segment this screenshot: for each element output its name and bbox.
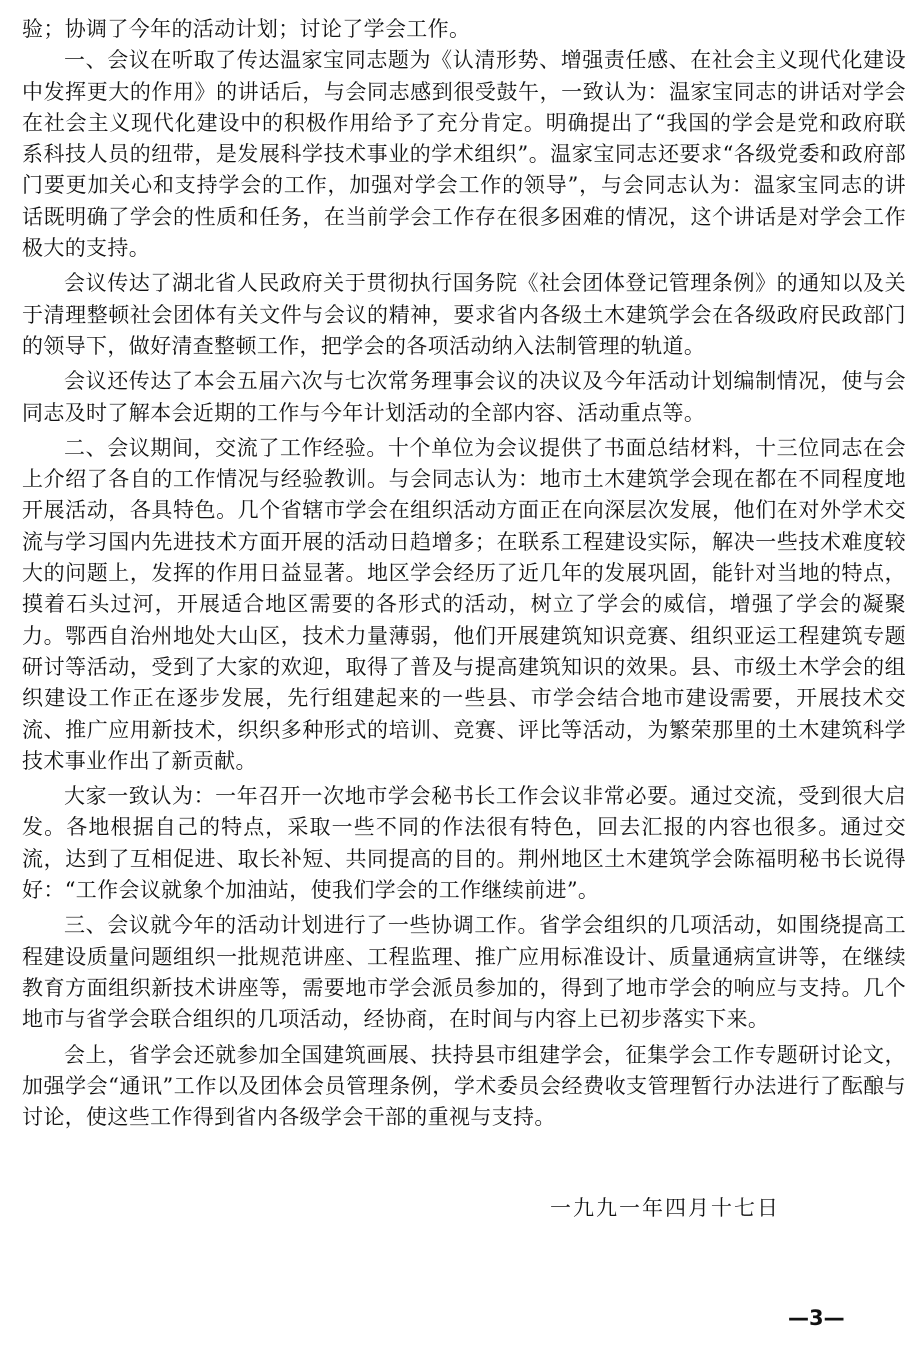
paragraph-regulation: 会议传达了湖北省人民政府关于贯彻执行国务院《社会团体登记管理条例》的通知以及关于清理整顿社会团体有关文件与会议的精神，要求省内各级土木建筑学会在各级政府民政部门的领导下，做好清查整顿工作，把学会的各项活动纳入法制管理的轨道。 [22, 271, 906, 358]
document-body [22, 14, 906, 1133]
document-date: 一九九一年四月十七日 [550, 1196, 780, 1220]
page-number: —3— [788, 1306, 845, 1330]
paragraph-section-two: 二、会议期间，交流了工作经验。十个单位为会议提供了书面总结材料，十三位同志在会上介绍了各自的工作情况与经验教训。与会同志认为：地市土木建筑学会现在都在不同程度地开展活动，各具特色。几个省辖市学会在组织活动方面正在向深层次发展，他们在对外学术交流与学习国内先进技术方面开展的活动日趋增多；在联系工程建设实际，解决一些技术难度较大的问题上，发挥的作用日益显著。地区学会经历了近几年的发展巩固，能针对当地的特点，摸着石头过河，开展适合地区需要的各形式的活动，树立了学会的威信，增强了学会的凝聚力。鄂西自治州地处大山区，技术力量薄弱，他们开展建筑知识竞赛、组织亚运工程建筑专题研讨等活动，受到了大家的欢迎，取得了普及与提高建筑知识的效果。县、市级土木学会的组织建设工作正在逐步发展，先行组建起来的一些县、市学会结合地市建设需要，开展技术交流、推广应用新技术，织织多种形式的培训、竞赛、评比等活动，为繁荣那里的土木建筑科学技术事业作出了新贡献。 [22, 435, 906, 773]
paragraph-closing: 会上，省学会还就参加全国建筑画展、扶持县市组建学会，征集学会工作专题研讨论文，加强学会“通讯”工作以及团体会员管理条例，学术委员会经费收支管理暂行办法进行了酝酿与讨论，使这些工作得到省内各级学会干部的重视与支持。 [22, 1042, 906, 1130]
paragraph-resolution: 会议还传达了本会五届六次与七次常务理事会议的决议及今年活动计划编制情况，使与会同志及时了解本会近期的工作与今年计划活动的全部内容、活动重点等。 [22, 369, 906, 425]
paragraph-section-three: 三、会议就今年的活动计划进行了一些协调工作。省学会组织的几项活动，如围绕提高工程建设质量问题组织一批规范讲座、工程监理、推广应用标准设计、质量通病宣讲等，在继续教育方面组织新技术讲座等，需要地市学会派员参加的，得到了地市学会的响应与支持。几个地市与省学会联合组织的几项活动，经协商，在时间与内容上已初步落实下来。 [22, 913, 906, 1032]
paragraph-section-one: 一、会议在听取了传达温家宝同志题为《认清形势、增强责任感、在社会主义现代化建设中发挥更大的作用》的讲话后，与会同志感到很受鼓午，一致认为：温家宝同志的讲话对学会在社会主义现代化建设中的积极作用给予了充分肯定。明确提出了“我国的学会是党和政府联系科技人员的纽带，是发展科学技术事业的学术组织”。温家宝同志还要求“各级党委和政府部门要更加关心和支持学会的工作，加强对学会工作的领导”，与会同志认为：温家宝同志的讲话既明确了学会的性质和任务，在当前学会工作存在很多困难的情况，这个讲话是对学会工作极大的支持。 [22, 48, 906, 261]
paragraph-consensus: 大家一致认为：一年召开一次地市学会秘书长工作会议非常必要。通过交流，受到很大启发。各地根据自己的特点，采取一些不同的作法很有特色，回去汇报的内容也很多。通过交流，达到了互相促进、取长补短、共同提高的目的。荆州地区土木建筑学会陈福明秘书长说得好：“工作会议就象个加油站，使我们学会的工作继续前进”。 [22, 784, 906, 903]
paragraph-continuation: 验；协调了今年的活动计划；讨论了学会工作。 [22, 17, 471, 41]
